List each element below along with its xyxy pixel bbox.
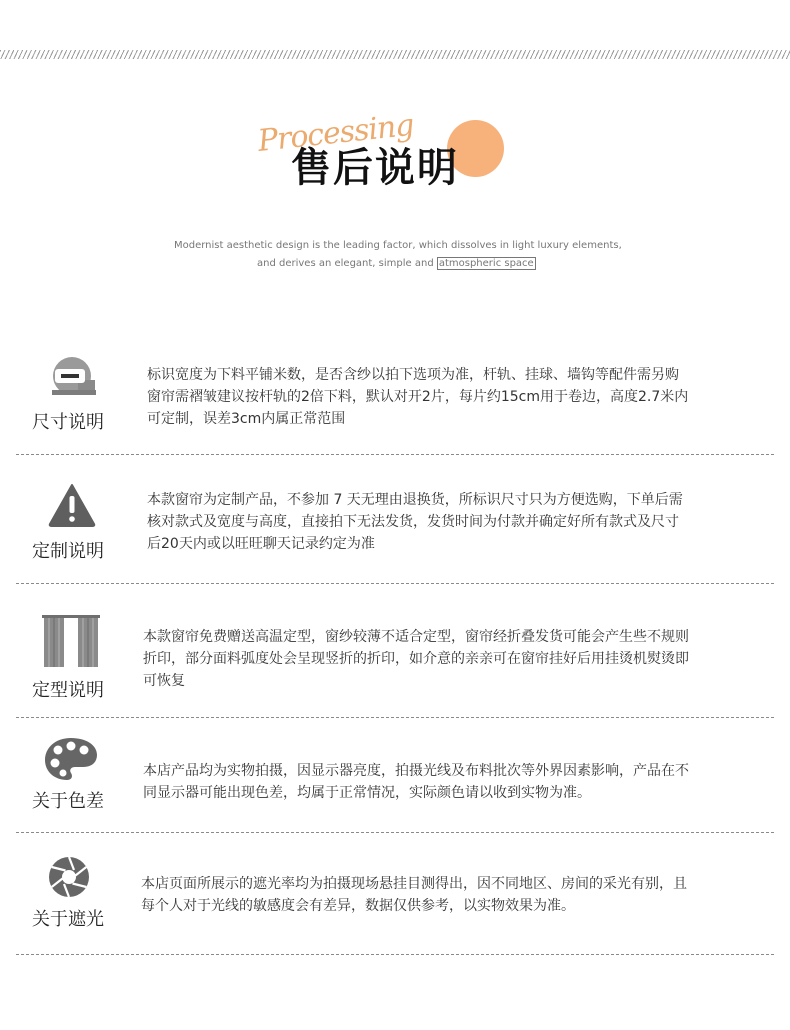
description-line: 本店产品均为实物拍摄，因显示器亮度，拍摄光线及布料批次等外界因素影响，产品在不 [143,763,689,779]
dashed-divider [16,583,774,584]
description-line: 每个人对于光线的敏感度会有差异，数据仅供参考，以实物效果为准。 [141,898,575,914]
description-line: 后20天内或以旺旺聊天记录约定为准 [147,536,375,552]
warning-icon [48,483,96,527]
section-label: 尺寸说明 [32,412,104,433]
dashed-divider [16,954,774,955]
tape-measure-icon [52,356,96,398]
section-label: 定型说明 [32,680,104,701]
palette-icon [44,736,98,782]
description-line: 可恢复 [143,673,185,689]
section-label: 关于遮光 [32,909,104,930]
subtitle-boxed-phrase: atmospheric space [438,258,534,269]
dashed-divider [16,717,774,718]
section-description [147,489,683,555]
description-line: 同显示器可能出现色差，均属于正常情况，实际颜色请以收到实物为准。 [143,785,591,801]
camera-aperture-icon [48,856,90,898]
description-line: 折印，部分面料弧度处会呈现竖折的折印，如介意的亲亲可在窗帘挂好后用挂烫机熨烫即 [143,651,689,667]
description-line: 本店页面所展示的遮光率均为拍摄现场悬挂目测得出，因不同地区、房间的采光有别，且 [141,876,687,892]
page-header [0,0,790,300]
subtitle-line-2 [257,258,536,269]
description-line: 标识宽度为下料平铺米数，是否含纱以拍下选项为准，杆轨、挂球、墙钩等配件需另购 [147,367,679,383]
subtitle-line-1: Modernist aesthetic design is the leading factor, which dissolves in light luxury elements, [174,240,622,251]
description-line: 核对款式及宽度与高度，直接拍下无法发货，发货时间为付款并确定好所有款式及尺寸 [147,514,679,530]
script-decorative-word: Processing [256,107,416,159]
dashed-divider [16,454,774,455]
section-label: 定制说明 [32,541,104,562]
section-description [141,873,687,917]
dashed-divider [16,832,774,833]
page-title: 售后说明 [291,145,459,191]
subtitle-line-2-prefix: and derives an elegant, simple and [257,258,437,269]
description-line: 可定制，误差3cm内属正常范围 [147,411,346,427]
curtain-icon [42,615,100,667]
section-description [143,760,689,804]
description-line: 本款窗帘免费赠送高温定型，窗纱较薄不适合定型，窗帘经折叠发货可能会产生些不规则 [143,629,689,645]
section-label: 关于色差 [32,791,104,812]
section-description [147,364,688,430]
description-line: 本款窗帘为定制产品，不参加 7 天无理由退换货，所标识尺寸只为方便选购，下单后需 [147,492,683,508]
description-line: 窗帘需褶皱建议按杆轨的2倍下料，默认对开2片，每片约15cm用于卷边，高度2.7米内 [147,389,689,405]
section-description [143,626,689,692]
